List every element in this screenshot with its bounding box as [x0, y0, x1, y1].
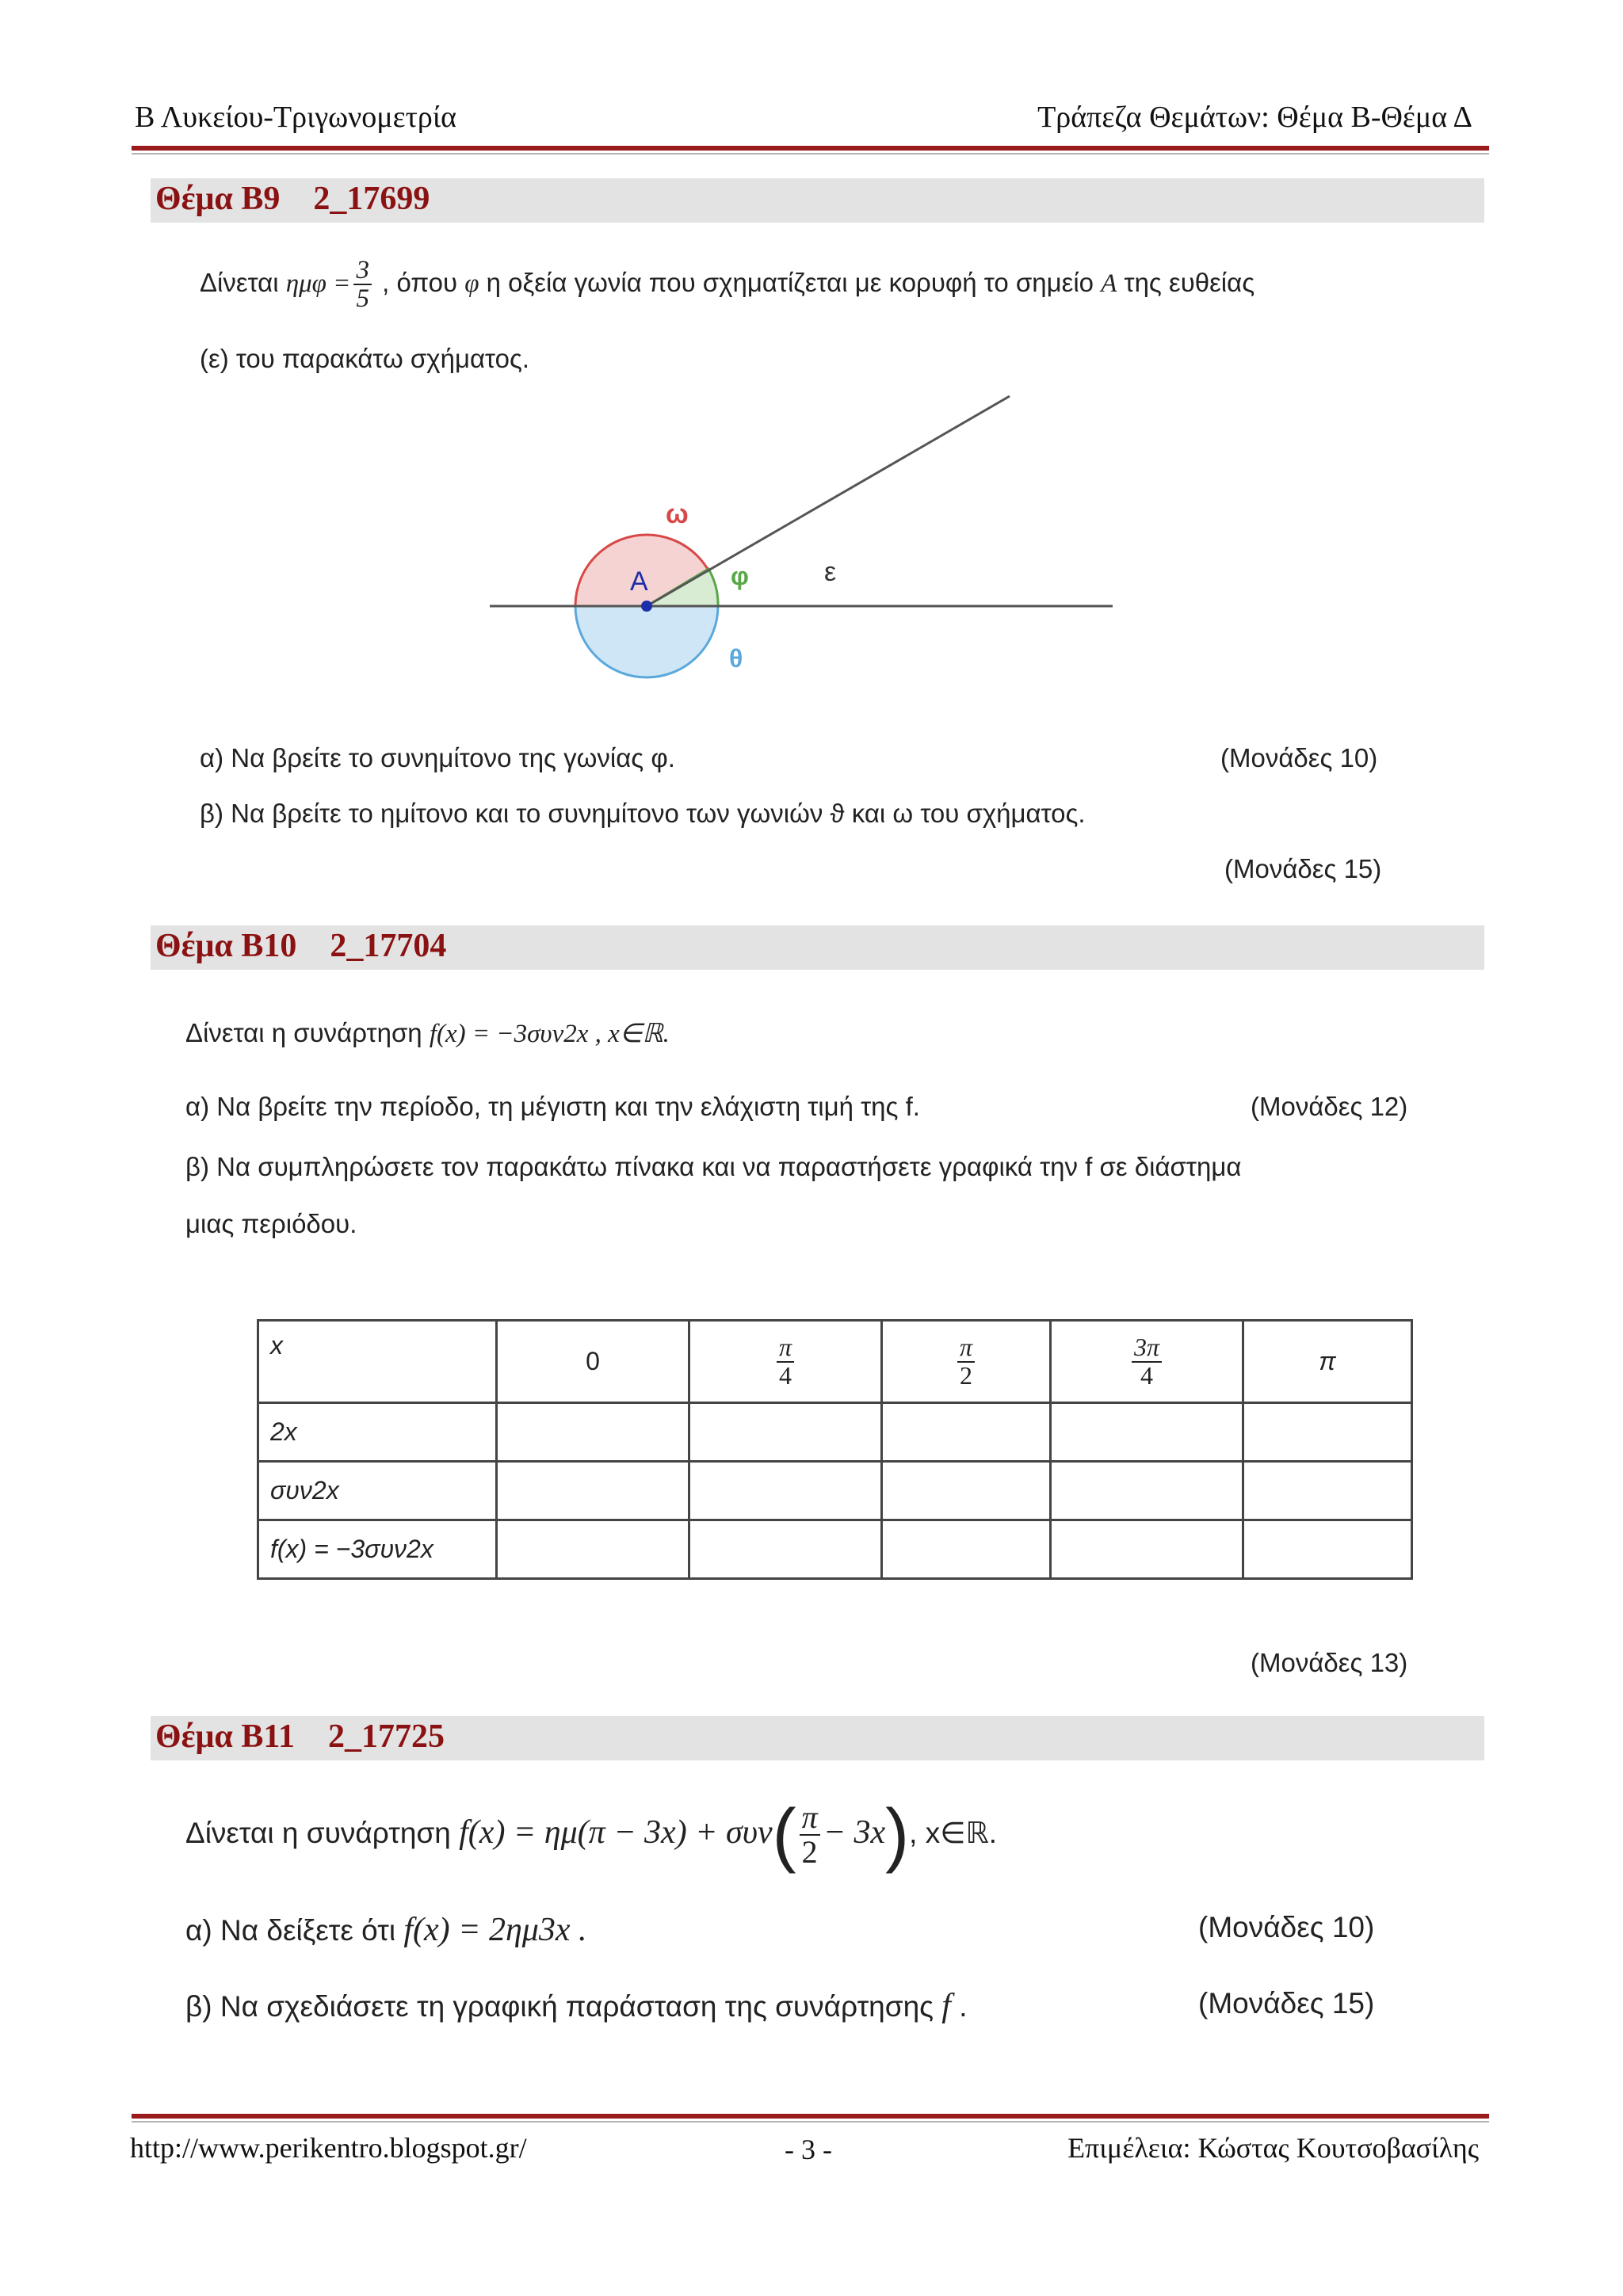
footer-rule-thin: [132, 2121, 1489, 2122]
section-b10-bar: [151, 925, 1484, 970]
b10-question-a: α) Να βρείτε την περίοδο, τη μέγιστη και την ελάχιστη τιμή της f.: [185, 1092, 920, 1121]
section-b10-title: Θέμα Β10 2_17704: [155, 928, 447, 964]
label-omega: ω: [666, 499, 689, 529]
b11-question-a-points: (Μονάδες 10): [1198, 1911, 1375, 1943]
header-rule: [132, 146, 1489, 151]
b10-question-a-points: (Μονάδες 12): [1251, 1092, 1408, 1121]
b11-question-a: α) Να δείξετε ότι f(x) = 2ημ3x .: [185, 1912, 587, 1948]
b11-question-b: β) Να σχεδιάσετε τη γραφική παράσταση της συνάρτησης f .: [185, 1988, 968, 2024]
cell-pi: π: [1243, 1321, 1412, 1403]
footer-url[interactable]: http://www.perikentro.blogspot.gr/: [130, 2132, 527, 2164]
header-right: Τράπεζα Θεμάτων: Θέμα Β-Θέμα Δ: [1037, 101, 1472, 134]
header-left: Β Λυκείου-Τριγωνομετρία: [135, 101, 456, 134]
table-row: [258, 1321, 1412, 1403]
values-table: [257, 1319, 1413, 1580]
cell-pi-over-2: $\frac{\pi}{2}$: [882, 1321, 1051, 1403]
b11-intro: Δίνεται η συνάρτηση f(x) = ημ(π − 3x) + συν( $\frac{\pi}{2}$ − 3x), x∈ℝ.: [185, 1795, 998, 1875]
section-b9-bar: [151, 178, 1484, 223]
footer-rule: [132, 2114, 1489, 2119]
label-theta: θ: [729, 644, 743, 673]
b9-question-b: β) Να βρείτε το ημίτονο και το συνημίτονο των γωνιών ϑ και ω του σχήματος.: [200, 799, 1086, 828]
label-epsilon: ε: [824, 557, 837, 587]
row-label-2x: 2x: [258, 1403, 497, 1462]
b11-fraction: $\frac{\pi}{2}$: [800, 1801, 820, 1869]
angle-figure: [475, 380, 1125, 697]
theta-arc: [575, 606, 718, 677]
cell-3pi-over-4: $\frac{3\pi}{4}$: [1051, 1321, 1243, 1403]
table-row: [258, 1520, 1412, 1579]
b10-question-b-line1: β) Να συμπληρώσετε τον παρακάτω πίνακα και να παραστήσετε γραφικά την f σε διάστημα: [185, 1152, 1242, 1181]
table-row: [258, 1462, 1412, 1520]
b10-intro: Δίνεται η συνάρτηση f(x) = −3συν2x , x∈ℝ.: [185, 1018, 670, 1048]
cell-pi-over-4: $\frac{\pi}{4}$: [689, 1321, 882, 1403]
b9-fraction: $\frac{3}{5}$: [353, 257, 372, 313]
section-b11-bar: [151, 1716, 1484, 1760]
header-rule-thin: [132, 153, 1489, 154]
b10-question-b-line2: μιας περιόδου.: [185, 1209, 357, 1238]
b10-question-b-points: (Μονάδες 13): [1251, 1648, 1408, 1677]
b9-intro: Δίνεται ημφ = $\frac{3}{5}$ , όπου φ η οξεία γωνία που σχηματίζεται με κορυφή το σημείο A της ευθείας: [200, 255, 1255, 314]
row-label-fx: f(x) = −3συν2x: [258, 1520, 497, 1579]
table-row: [258, 1403, 1412, 1462]
b9-question-b-points: (Μονάδες 15): [1224, 854, 1382, 883]
b9-question-a-points: (Μονάδες 10): [1220, 743, 1378, 772]
footer-credit: Επιμέλεια: Κώστας Κουτσοβασίλης: [1067, 2132, 1479, 2164]
b9-intro-line2: (ε) του παρακάτω σχήματος.: [200, 344, 530, 373]
section-b9-title: Θέμα Β9 2_17699: [155, 181, 430, 217]
cell-zero: 0: [497, 1321, 689, 1403]
label-A: A: [630, 566, 648, 597]
label-phi: φ: [731, 562, 749, 590]
page-number: - 3 -: [785, 2134, 832, 2165]
b9-question-a: α) Να βρείτε το συνημίτονο της γωνίας φ.: [200, 743, 675, 772]
b11-question-b-points: (Μονάδες 15): [1198, 1987, 1375, 2019]
section-b11-title: Θέμα Β11 2_17725: [155, 1718, 445, 1755]
vertex-point-A: [641, 601, 652, 612]
row-label-cos2x: συν2x: [258, 1462, 497, 1520]
row-label-x: x: [258, 1321, 497, 1403]
